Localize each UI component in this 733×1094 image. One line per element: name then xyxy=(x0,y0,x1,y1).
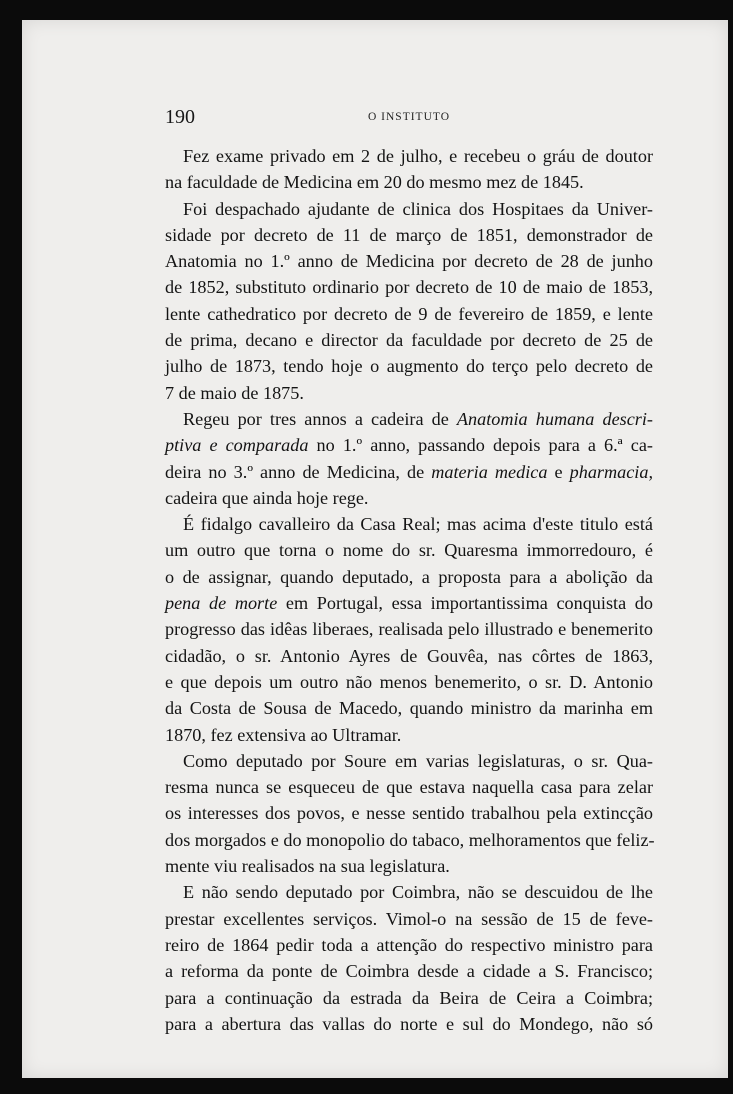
text-line xyxy=(165,616,653,642)
text-segment: de prima, decano e director da faculdade por decreto de 25 de xyxy=(165,330,653,351)
text-segment: em Portugal, essa importantissima conquista do xyxy=(277,593,653,614)
text-segment: mente viu realisados na sua legislatura. xyxy=(165,856,450,877)
text-line xyxy=(165,669,653,695)
italic-text: pena de morte xyxy=(165,593,278,614)
text-segment: lente cathedratico por decreto de 9 de fevereiro de 1859, e lente xyxy=(165,303,653,324)
text-line xyxy=(165,248,653,274)
text-line xyxy=(165,695,653,721)
italic-text: ptiva e comparada xyxy=(165,435,309,456)
text-segment: no 1.º anno, passando depois para a 6.ª ca- xyxy=(308,435,653,456)
text-line xyxy=(165,1011,653,1037)
text-line xyxy=(165,722,653,748)
text-line xyxy=(165,853,653,879)
text-segment: sidade por decreto de 11 de março de 1851, demonstrador de xyxy=(165,224,653,245)
text-line xyxy=(165,169,653,195)
text-line xyxy=(165,643,653,669)
page-number: 190 xyxy=(165,106,195,128)
text-segment: para a abertura das vallas do norte e sul do Mondego, não só xyxy=(165,1013,653,1034)
text-segment: julho de 1873, tendo hoje o augmento do terço pelo decreto de xyxy=(165,356,653,377)
running-title: O INSTITUTO xyxy=(367,111,451,123)
text-line xyxy=(165,564,653,590)
text-segment: na faculdade de Medicina em 20 do mesmo mez de 1845. xyxy=(165,172,584,193)
book-page xyxy=(22,20,728,1078)
text-line xyxy=(165,748,653,774)
text-line xyxy=(165,985,653,1011)
text-line xyxy=(165,222,653,248)
text-segment: os interesses dos povos, e nesse sentido trabalhou pela extincção xyxy=(165,803,653,824)
text-segment: cadeira que ainda hoje rege. xyxy=(165,487,369,508)
text-line xyxy=(165,301,653,327)
text-segment: É fidalgo cavalleiro da Casa Real; mas acima d'este titulo está xyxy=(183,514,653,535)
text-segment: cidadão, o sr. Antonio Ayres de Gouvêa, nas côrtes de 1863, xyxy=(165,645,653,666)
text-segment: 1870, fez extensiva ao Ultramar. xyxy=(165,724,402,745)
text-segment: Fez exame privado em 2 de julho, e recebeu o gráu de doutor xyxy=(183,146,653,166)
text-line xyxy=(165,800,653,826)
text-line xyxy=(165,879,653,905)
text-segment: um outro que torna o nome do sr. Quaresma immorredouro, é xyxy=(165,540,653,561)
italic-text: pharmacia, xyxy=(569,461,653,482)
text-segment: 7 de maio de 1875. xyxy=(165,382,304,403)
text-line xyxy=(165,353,653,379)
text-segment: reiro de 1864 pedir toda a attenção do respectivo ministro para xyxy=(165,934,653,955)
text-segment: Foi despachado ajudante de clinica dos Hospitaes da Univer- xyxy=(183,198,653,219)
text-line xyxy=(165,906,653,932)
text-segment: a reforma da ponte de Coimbra desde a cidade a S. Francisco; xyxy=(165,961,653,982)
page-header xyxy=(165,106,653,132)
body-text xyxy=(165,143,653,1037)
text-line xyxy=(165,432,653,458)
text-segment: de 1852, substituto ordinario por decreto de 10 de maio de 1853, xyxy=(165,277,653,298)
text-line xyxy=(165,932,653,958)
text-line xyxy=(165,274,653,300)
text-segment: deira no 3.º anno de Medicina, de xyxy=(165,461,432,482)
text-line xyxy=(165,406,653,432)
text-segment: prestar excellentes serviços. Vimol-o na sessão de 15 de feve- xyxy=(165,908,653,929)
text-segment: Como deputado por Soure em varias legislaturas, o sr. Qua- xyxy=(183,750,653,771)
text-line xyxy=(165,774,653,800)
text-segment: e xyxy=(547,461,570,482)
text-segment: Anatomia no 1.º anno de Medicina por decreto de 28 de junho xyxy=(165,251,653,272)
text-line xyxy=(165,958,653,984)
text-line xyxy=(165,327,653,353)
text-line xyxy=(165,459,653,485)
text-line xyxy=(165,380,653,406)
text-line xyxy=(165,143,653,169)
text-segment: da Costa de Sousa de Macedo, quando ministro da marinha em xyxy=(165,698,653,719)
text-segment: E não sendo deputado por Coimbra, não se descuidou de lhe xyxy=(183,882,653,903)
text-segment: progresso das idêas liberaes, realisada pelo illustrado e benemerito xyxy=(165,619,653,640)
italic-text: materia medica xyxy=(431,461,548,482)
italic-text: Anatomia humana descri- xyxy=(456,408,653,429)
text-segment: dos morgados e do monopolio do tabaco, melhoramentos que feliz- xyxy=(165,829,655,850)
text-line xyxy=(165,485,653,511)
text-line xyxy=(165,196,653,222)
text-segment: e que depois um outro não menos benemerito, o sr. D. Antonio xyxy=(165,671,653,692)
text-segment: resma nunca se esqueceu de que estava naquella casa para zelar xyxy=(165,777,653,798)
text-line xyxy=(165,827,653,853)
text-segment: o de assignar, quando deputado, a proposta para a abolição da xyxy=(165,566,653,587)
text-line xyxy=(165,590,653,616)
text-segment: para a continuação da estrada da Beira de Ceira a Coimbra; xyxy=(165,987,653,1008)
text-line xyxy=(165,537,653,563)
text-segment: Regeu por tres annos a cadeira de xyxy=(183,408,457,429)
text-line xyxy=(165,511,653,537)
